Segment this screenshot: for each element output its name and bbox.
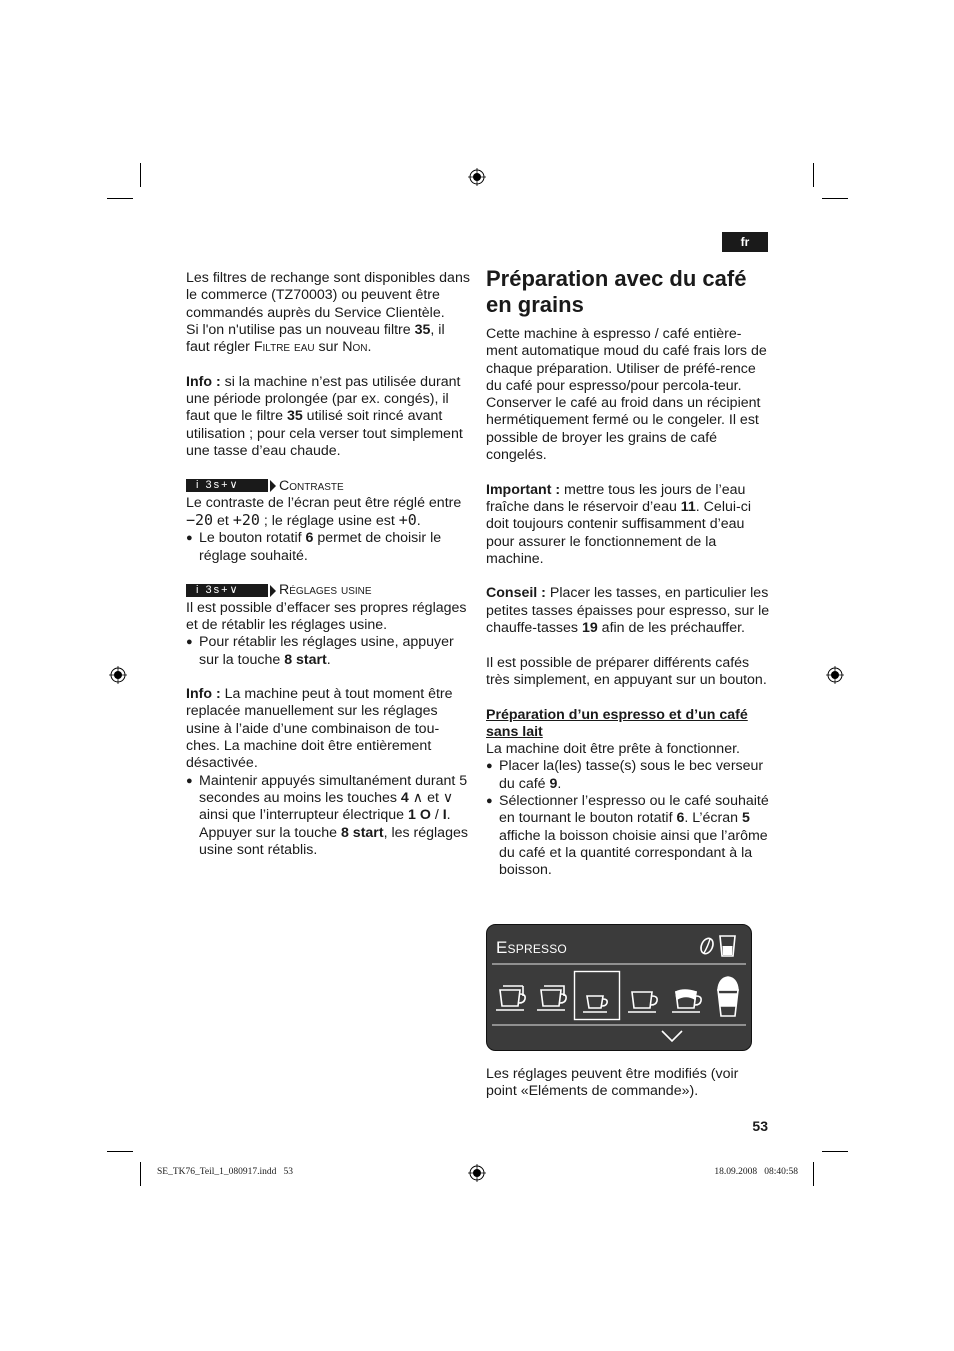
- paragraph: Cette machine à espresso / café entière-ment automatique moud du café frais lors de chaque préparation. Utiliser de préfé-rence du café pour espresso/pour percola-teur. Conserver le café au froid dans un récipient hermétiquement fermé ou le congeler. Il est possible de broyer les grains de café congelés.: [486, 326, 767, 464]
- left-column: [186, 270, 470, 859]
- display-beverage-label: Espresso: [496, 938, 567, 957]
- list-item: ● Pour rétablir les réglages usine, appuyer sur la touche 8 start.: [186, 634, 470, 669]
- important-note: Important : mettre tous les jours de l’eau fraîche dans le réservoir d’eau 11. Celui-ci doit toujours contenir suffisamment d’eau pour assurer le fonctionnement de la machine.: [486, 481, 751, 567]
- crop-mark: [822, 198, 848, 199]
- paragraph: Les filtres de rechange sont disponibles dans le commerce (TZ70003) ou peuvent être commandés auprès du Service Clientèle.: [186, 270, 470, 321]
- registration-mark-icon: [109, 666, 127, 684]
- chevron-up-icon: ∧: [412, 789, 424, 806]
- list-item: ● Sélectionner l’espresso ou le café souhaité en tournant le bouton rotatif 6. L’écran 5 affiche la boisson choisie ainsi que l’arôme du café et la quantité correspondant à la boisson.: [486, 793, 770, 879]
- list-item: ● Placer la(les) tasse(s) sous le bec verseur du café 9.: [486, 758, 770, 793]
- paragraph: Il est possible de préparer différents cafés très simplement, en appuyant sur un bouton.: [486, 654, 767, 688]
- paragraph: La machine doit être prête à fonctionner.: [486, 741, 740, 758]
- language-badge: fr: [722, 232, 768, 252]
- chevron-down-icon: ∨: [229, 479, 240, 492]
- paragraph: Le contraste de l’écran peut être réglé entre −20 et +20 ; le réglage usine est +0.: [186, 494, 462, 530]
- list-item: ● Maintenir appuyés simultanément durant 5 secondes au moins les touches 4 ∧ et ∨ ainsi que l’interrupteur électrique 1 O / I. Appuyer sur la touche 8 start, les réglages usine sont rétablis.: [186, 773, 470, 859]
- chevron-down-icon: ∨: [442, 789, 454, 806]
- menu-key-tag: i 3s+∨: [186, 584, 268, 597]
- registration-mark-icon: [468, 1164, 486, 1182]
- crop-mark: [107, 198, 133, 199]
- machine-display: [486, 924, 752, 1051]
- subsection-heading: Préparation d’un espresso et d’un café sans lait: [486, 706, 748, 740]
- menu-heading-reglages: i 3s+∨ Réglages usine: [186, 582, 470, 599]
- footer-timestamp: 18.09.2008 08:40:58: [714, 1167, 798, 1177]
- right-column: [486, 266, 770, 880]
- info-note: Info : si la machine n’est pas utilisée durant une période prolongée (par ex. congés), il faut que le filtre 35 utilisé soit rincé avant utilisation ; pour cela verser tout simplement une tasse d’eau chaude.: [186, 373, 463, 459]
- paragraph: Si l'on n'utilise pas un nouveau filtre 35, il faut régler Filtre eau sur Non.: [186, 321, 445, 356]
- paragraph: Les réglages peuvent être modifiés (voir point «Eléments de commande»).: [486, 1066, 739, 1100]
- paragraph: Il est possible d’effacer ses propres réglages et de rétablir les réglages usine.: [186, 599, 467, 633]
- tip-note: Conseil : Placer les tasses, en particulier les petites tasses épaisses pour espresso, sur le chauffe-tasses 19 afin de les préchauffer.: [486, 585, 770, 637]
- registration-mark-icon: [826, 666, 844, 684]
- crop-mark: [140, 163, 141, 187]
- crop-mark: [813, 1162, 814, 1186]
- page-number: 53: [752, 1118, 768, 1134]
- registration-mark-icon: [468, 168, 486, 186]
- list-item: ● Le bouton rotatif 6 permet de choisir le réglage souhaité.: [186, 530, 470, 565]
- crop-mark: [140, 1162, 141, 1186]
- crop-mark: [107, 1151, 133, 1152]
- crop-mark: [813, 163, 814, 187]
- section-heading: Préparation avec du café en grains: [486, 266, 747, 317]
- info-note: Info : La machine peut à tout moment être replacée manuellement sur les réglages usine à l’aide d’une combinaison de tou-ches. La machine doit être entièrement désactivée.: [186, 686, 453, 772]
- footer-file-name: SE_TK76_Teil_1_080917.indd 53: [157, 1167, 294, 1177]
- arrow-right-icon: [270, 585, 276, 597]
- closing-text: [486, 1066, 770, 1101]
- menu-heading-contraste: i 3s+∨ Contraste: [186, 478, 470, 495]
- menu-key-tag: i 3s+∨: [186, 479, 268, 492]
- crop-mark: [822, 1151, 848, 1152]
- arrow-right-icon: [270, 480, 276, 492]
- chevron-down-icon: ∨: [229, 584, 240, 597]
